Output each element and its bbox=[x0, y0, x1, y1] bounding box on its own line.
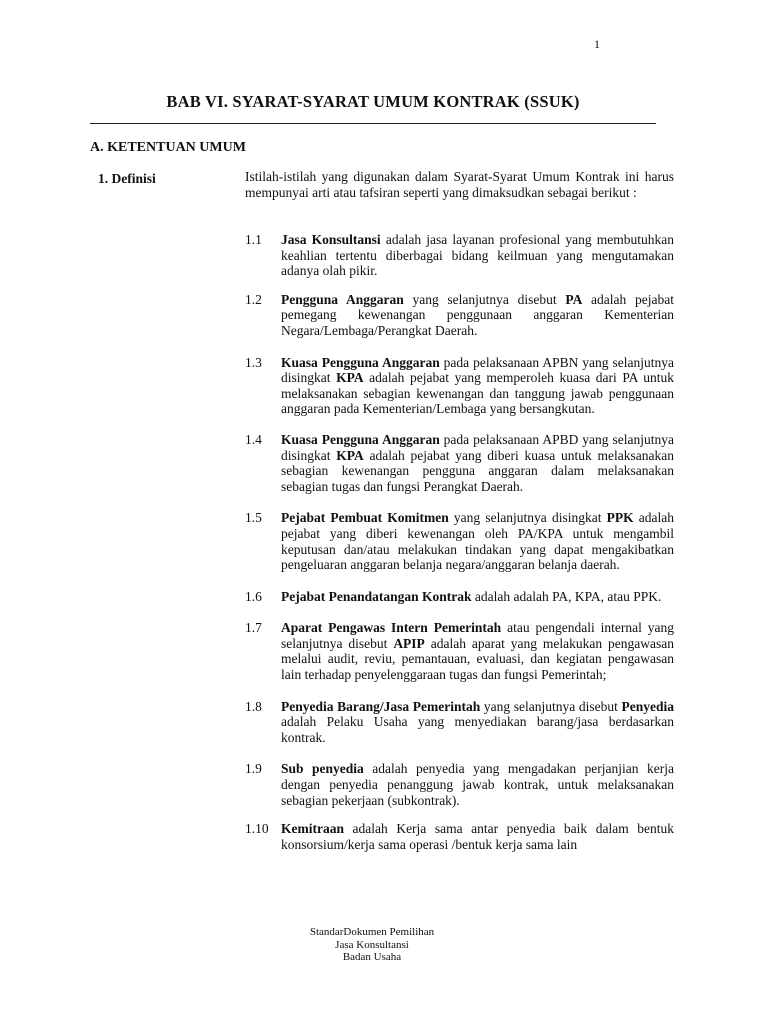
definition-item-number: 1.8 bbox=[245, 698, 262, 714]
definition-item-number: 1.7 bbox=[245, 620, 262, 636]
definition-item bbox=[245, 699, 674, 746]
definition-item-text: Pejabat Penandatangan Kontrak adalah adalah PA, KPA, atau PPK. bbox=[281, 588, 662, 604]
definition-item-text: Aparat Pengawas Intern Pemerintah atau pengendali internal yang selanjutnya disebut APIP adalah aparat yang melakukan pengawasan melalui audit, reviu, pemantauan, evaluasi, dan kegiatan pengawasan lain terhadap penyelenggaraan tugas dan fungsi Pemerintah; bbox=[281, 620, 675, 683]
definition-item-number: 1.2 bbox=[245, 291, 262, 307]
definition-term: 1. Definisi bbox=[98, 171, 156, 186]
definition-item bbox=[245, 821, 674, 852]
definition-item-text: Kemitraan adalah Kerja sama antar penyedia baik dalam bentuk konsorsium/kerja sama operasi /bentuk kerja sama lain bbox=[281, 821, 674, 852]
definition-item-number: 1.4 bbox=[245, 431, 262, 447]
definition-item bbox=[245, 355, 674, 417]
definition-item bbox=[245, 589, 674, 605]
definition-intro: Istilah-istilah yang digunakan dalam Syarat-Syarat Umum Kontrak ini harus mempunyai arti atau tafsiran seperti yang dimaksudkan sebagai berikut : bbox=[245, 169, 674, 200]
definition-item-number: 1.6 bbox=[245, 588, 262, 604]
definition-item-number: 1.3 bbox=[245, 354, 262, 370]
definition-item bbox=[245, 510, 674, 572]
definition-item bbox=[245, 432, 674, 494]
definition-list bbox=[245, 232, 674, 852]
definition-item bbox=[245, 620, 674, 682]
definition-item-text: Kuasa Pengguna Anggaran pada pelaksanaan APBN yang selanjutnya disingkat KPA adalah pejabat yang memperoleh kuasa dari PA untuk melaksanakan sebagian kewenangan dan tanggung jawab penggunaan anggaran pada Kementerian/Lembaga yang bersangkutan. bbox=[281, 354, 674, 417]
section-heading: A. KETENTUAN UMUM bbox=[90, 140, 246, 155]
chapter-title: BAB VI. SYARAT-SYARAT UMUM KONTRAK (SSUK) bbox=[166, 92, 580, 111]
page-number: 1 bbox=[594, 37, 600, 51]
definition-item-text: Jasa Konsultansi adalah jasa layanan profesional yang membutuhkan keahlian tertentu diberbagai bidang keilmuan yang mengutamakan adanya olah pikir. bbox=[281, 232, 674, 279]
definition-item-number: 1.9 bbox=[245, 761, 262, 777]
definition-item-text: Kuasa Pengguna Anggaran pada pelaksanaan APBD yang selanjutnya disingkat KPA adalah pejabat yang diberi kuasa untuk melaksanakan sebagian kewenangan pengguna anggaran dalam melaksanakan sebagian tugas dan fungsi Perangkat Daerah. bbox=[281, 431, 674, 494]
footer-line-3: Badan Usaha bbox=[342, 951, 402, 963]
footer-line-2: Jasa Konsultansi bbox=[335, 938, 409, 951]
definition-item-text: Penyedia Barang/Jasa Pemerintah yang selanjutnya disebut Penyedia adalah Pelaku Usaha yang menyediakan barang/jasa berdasarkan kontrak. bbox=[281, 698, 674, 745]
definition-item bbox=[245, 232, 674, 279]
definition-item bbox=[245, 292, 674, 339]
definition-item-text: Sub penyedia adalah penyedia yang mengadakan perjanjian kerja dengan penyedia penanggung jawab kontrak, untuk melaksanakan sebagian pekerjaan (subkontrak). bbox=[281, 761, 674, 808]
definition-item bbox=[245, 761, 674, 808]
definition-item-number: 1.10 bbox=[245, 821, 269, 837]
definition-item-number: 1.5 bbox=[245, 510, 262, 526]
footer-line-1: StandarDokumen Pemilihan bbox=[309, 926, 435, 938]
title-divider bbox=[90, 123, 656, 124]
definition-item-number: 1.1 bbox=[245, 232, 262, 247]
definition-item-text: Pengguna Anggaran yang selanjutnya disebut PA adalah pejabat pemegang kewenangan penggunaan anggaran Kementerian Negara/Lembaga/Perangkat Daerah. bbox=[281, 291, 674, 338]
definition-item-text: Pejabat Pembuat Komitmen yang selanjutnya disingkat PPK adalah pejabat yang diberi kewenangan oleh PA/KPA untuk mengambil keputusan dan/atau melakukan tindakan yang dapat mengakibatkan pengeluaran anggaran belanja negara/anggaran belanja daerah. bbox=[281, 510, 674, 573]
page-footer bbox=[272, 926, 472, 964]
